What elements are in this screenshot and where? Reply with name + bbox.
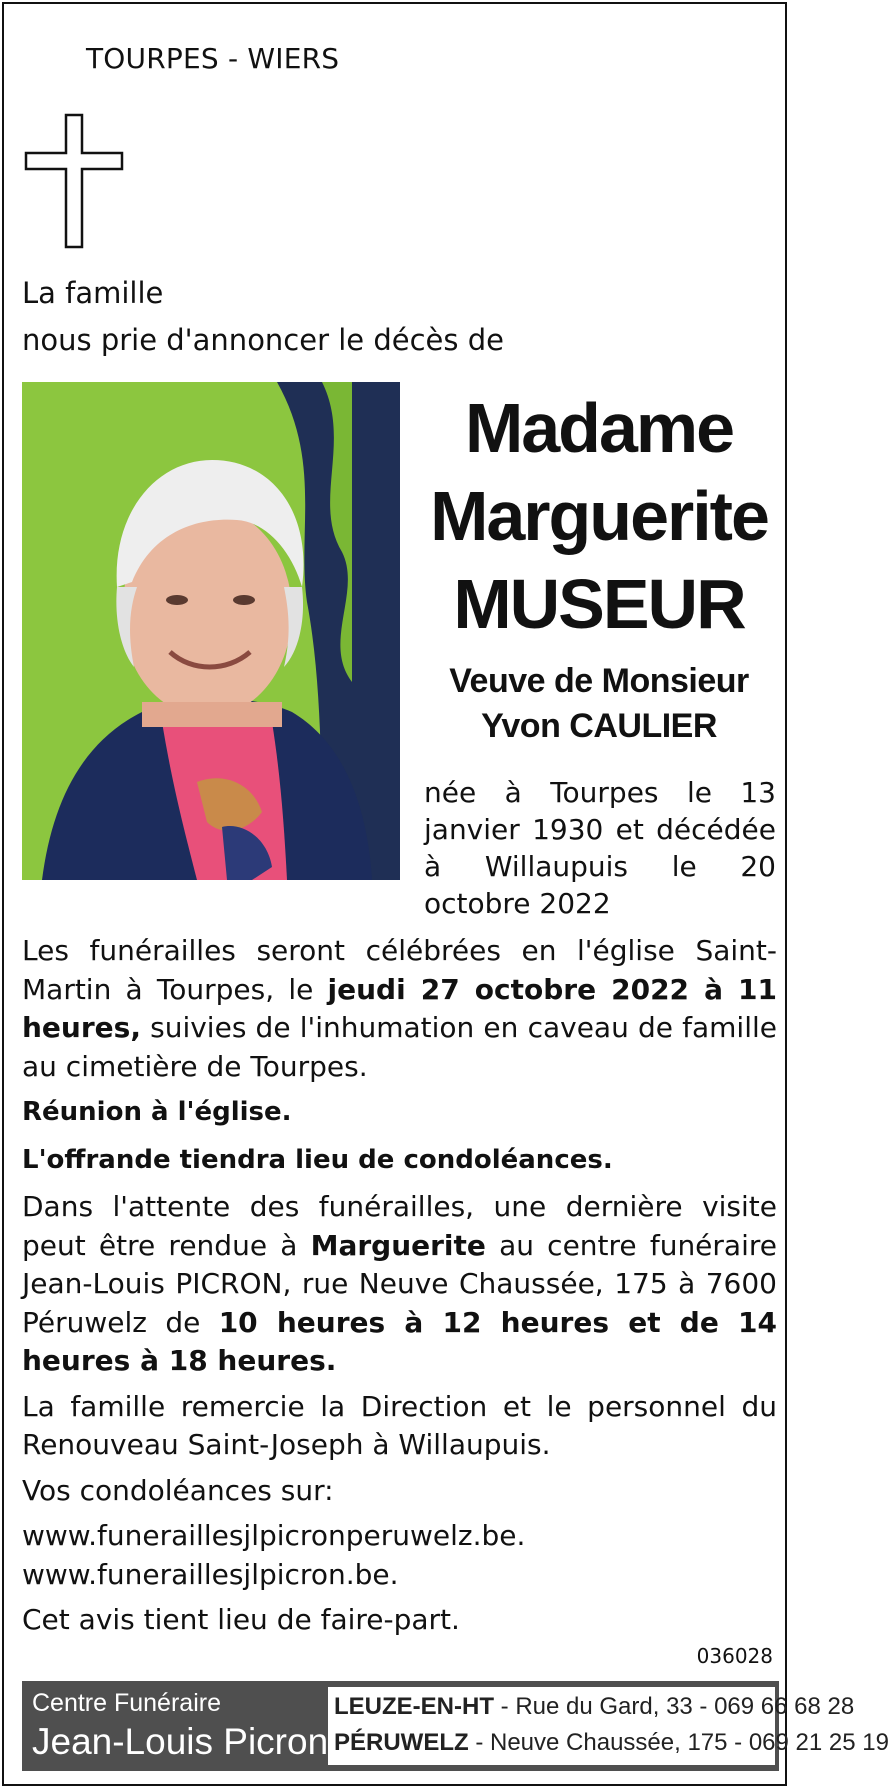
funeral-date: jeudi 27 octobre 2022 à 11 heures, — [22, 972, 777, 1044]
cross-icon — [24, 113, 124, 249]
intro-line-2: nous prie d'annoncer le décès de — [22, 323, 504, 357]
thanks-paragraph: La famille remercie la Direction et le personnel du Renouveau Saint-Joseph à Willaupuis. — [22, 1389, 777, 1461]
location-heading: TOURPES - WIERS — [86, 42, 340, 75]
location-peruwelz — [334, 1729, 889, 1757]
widow-line-1: Veuve de Monsieur — [449, 662, 749, 700]
condolence-url-2[interactable]: www.funeraillesjlpicron.be. — [22, 1557, 399, 1591]
funeral-home-locations — [328, 1687, 889, 1765]
deceased-title: Madame — [464, 389, 734, 467]
visit-paragraph — [22, 1188, 777, 1381]
notice-body — [22, 932, 777, 1647]
funeral-home-banner — [22, 1681, 889, 1771]
visit-text-2: au centre funéraire Jean-Louis PICRON, rue Neuve Chaussée, 175 à 7600 Péruwelz de — [22, 1228, 777, 1339]
widow-of — [414, 659, 784, 749]
condolence-url-1[interactable]: www.funeraillesjlpicronperuwelz.be. — [22, 1519, 526, 1552]
location-peruwelz-city: PÉRUWELZ — [334, 1729, 469, 1756]
funeral-paragraph — [22, 932, 777, 1086]
funeral-text-2: suivies de l'inhumation en caveau de famille au cimetière de Tourpes. — [22, 1011, 777, 1083]
announcement-intro — [22, 270, 504, 364]
condolences-label: Vos condoléances sur: — [22, 1473, 334, 1507]
condolences-urls — [22, 1517, 777, 1594]
location-peruwelz-details: - Neuve Chaussée, 175 - 069 21 25 19 — [468, 1729, 889, 1756]
visit-hours: 10 heures à 12 heures et de 14 heures à 18 heures. — [22, 1305, 778, 1377]
location-leuze — [334, 1693, 854, 1721]
deceased-first-name: Marguerite — [430, 477, 768, 555]
visit-name: Marguerite — [310, 1228, 486, 1262]
brand-line-1: Centre Funéraire — [32, 1689, 221, 1717]
meeting-line: Réunion à l'église. — [22, 1097, 292, 1127]
location-leuze-details: - Rue du Gard, 33 - 069 66 68 28 — [493, 1693, 855, 1720]
deceased-name — [414, 384, 784, 648]
notice-line: Cet avis tient lieu de faire-part. — [22, 1603, 460, 1636]
birth-death-dates: née à Tourpes le 13 janvier 1930 et décédée à Willaupuis le 20 octobre 2022 — [424, 776, 776, 920]
offering-line: L'offrande tiendra lieu de condoléances. — [22, 1144, 613, 1175]
visit-text-1: Dans l'attente des funérailles, une dernière visite peut être rendue à — [22, 1190, 777, 1262]
deceased-last-name: MUSEUR — [453, 565, 745, 643]
reference-number: 036028 — [696, 1644, 773, 1668]
widow-line-2: Yvon CAULIER — [481, 707, 717, 745]
obituary-notice — [2, 2, 889, 1786]
intro-line-1: La famille — [22, 276, 164, 310]
brand-line-2: Jean-Louis Picron — [32, 1721, 329, 1762]
portrait-photo — [22, 382, 400, 880]
funeral-home-brand — [32, 1687, 328, 1765]
location-leuze-city: LEUZE-EN-HT — [334, 1693, 494, 1720]
funeral-text-1: Les funérailles seront célébrées en l'église Saint-Martin à Tourpes, le — [22, 934, 777, 1006]
